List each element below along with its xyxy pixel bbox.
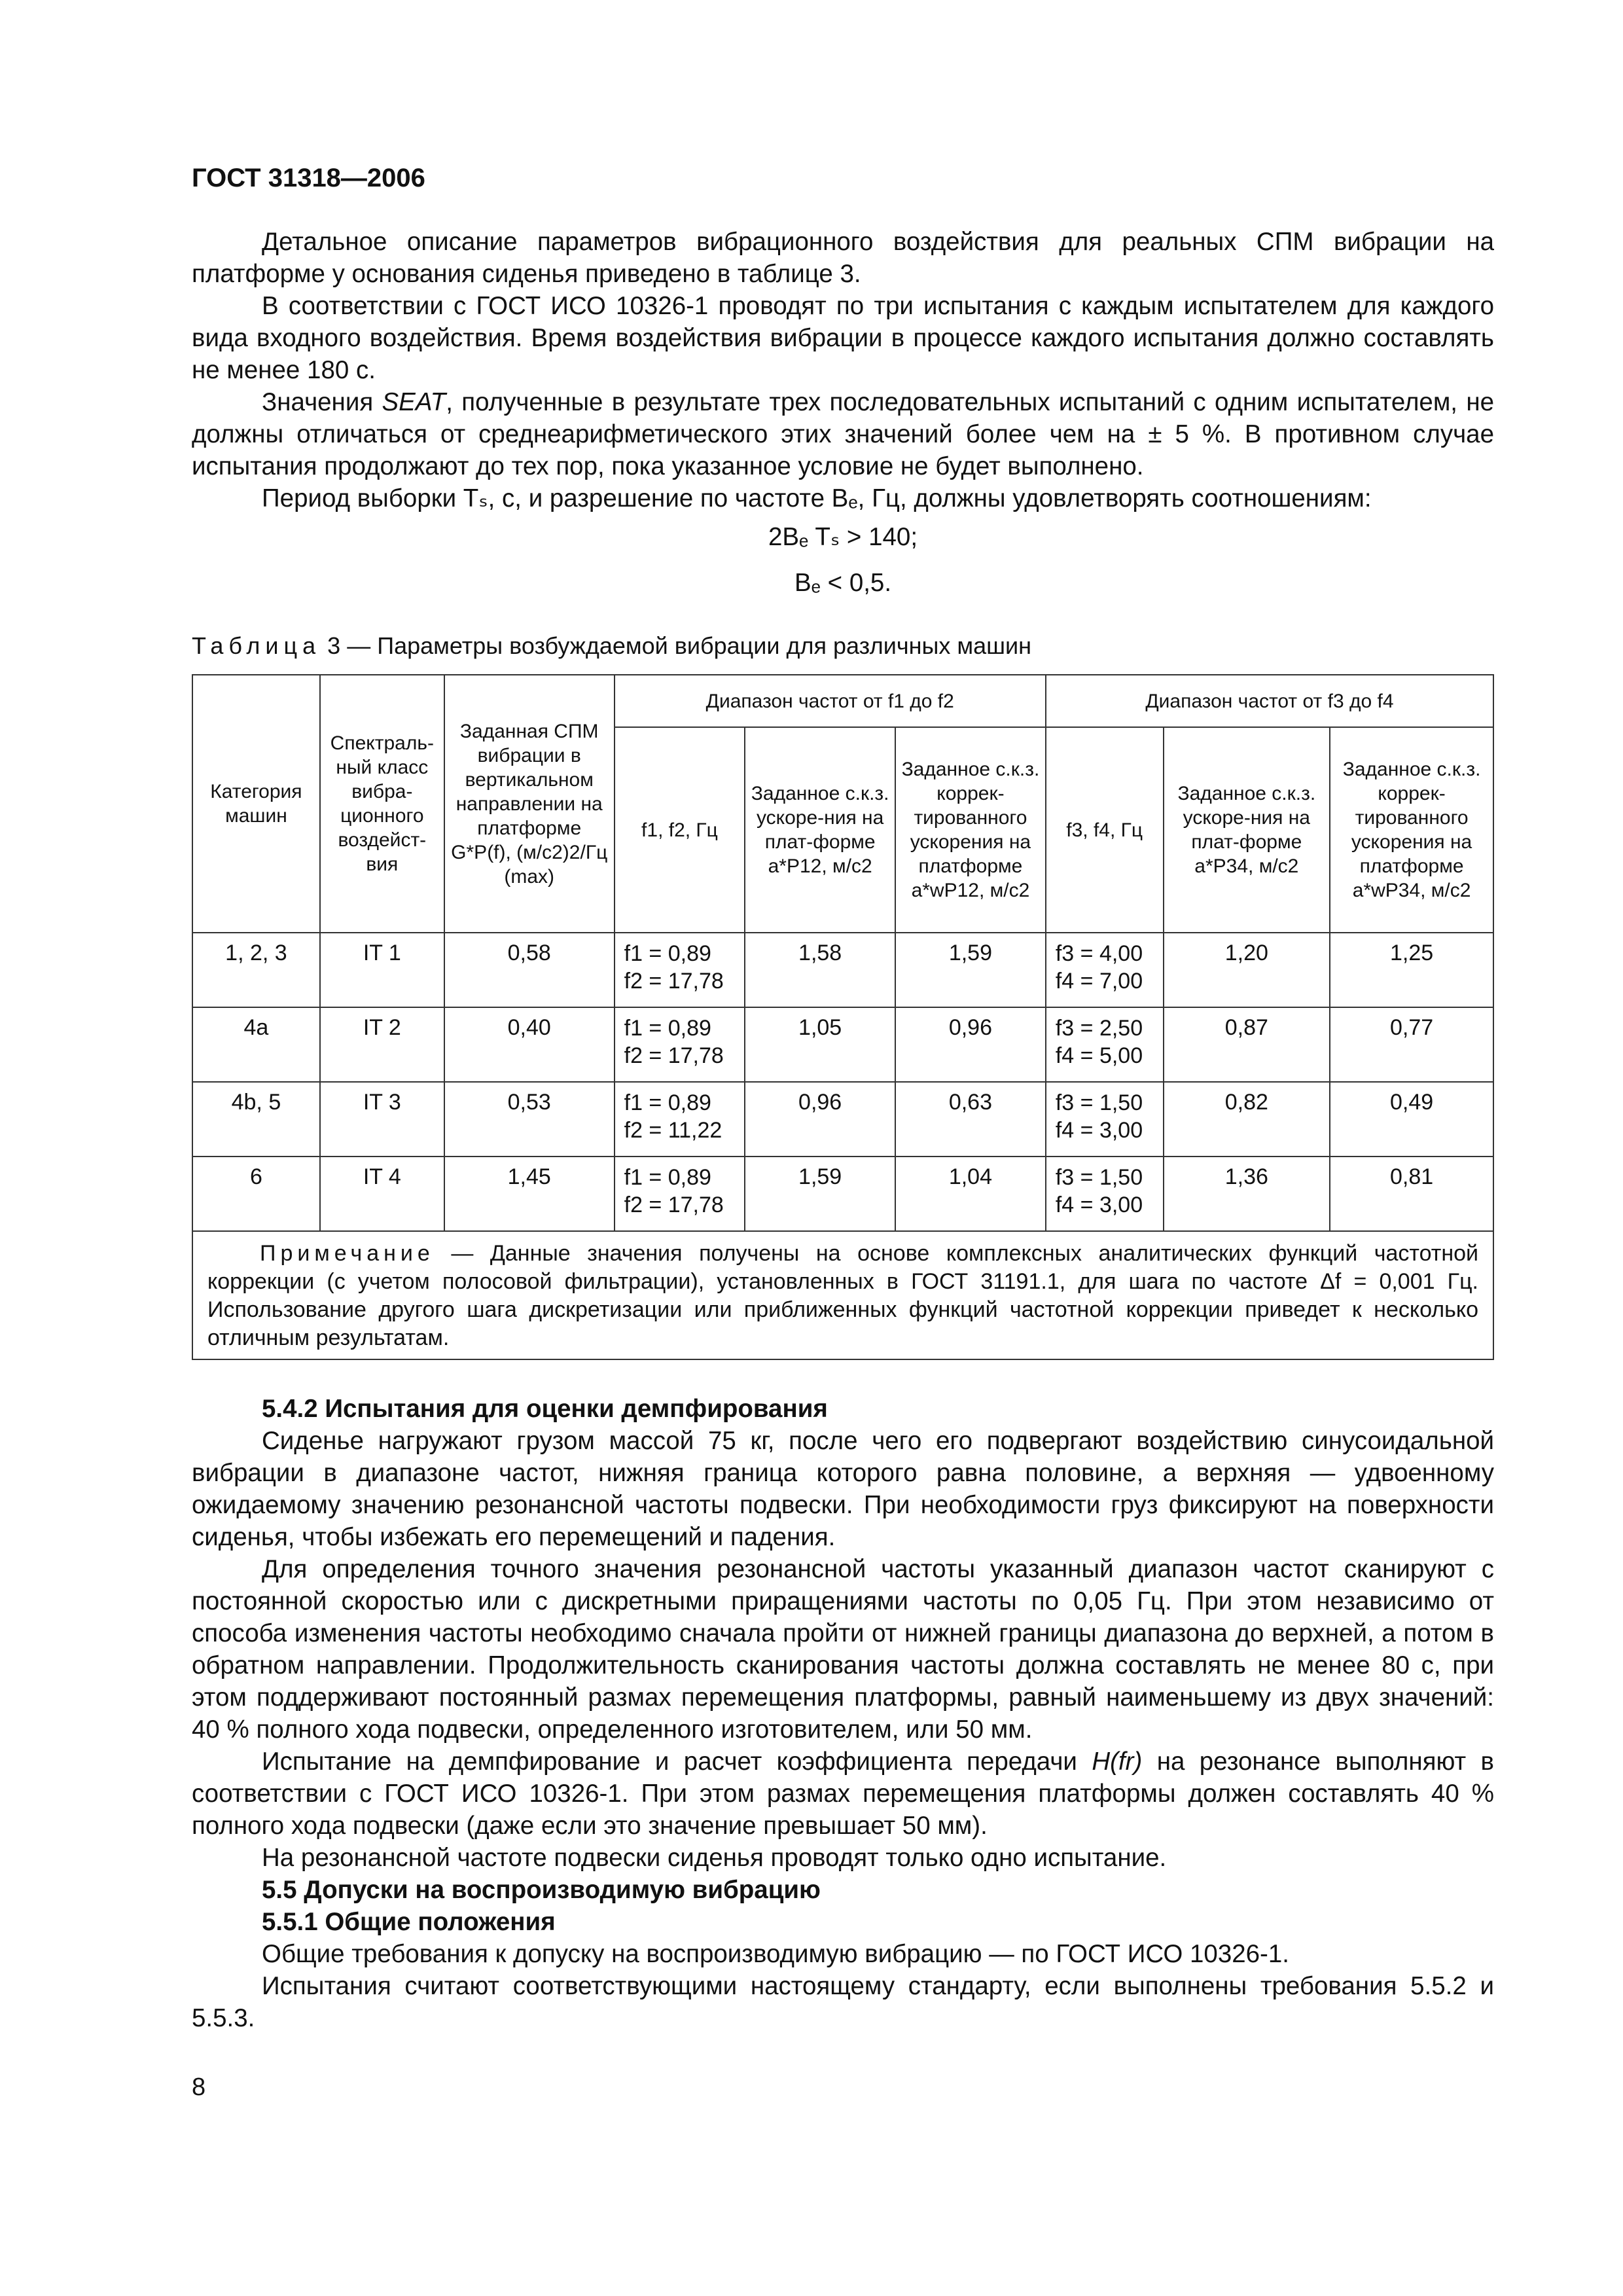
header-rms-p34: Заданное с.к.з. ускоре-ния на плат-форме a*P34, м/с2 [1164, 727, 1330, 933]
subsection-heading: 5.5.1 Общие положения [262, 1908, 556, 1936]
cell-f3-f4: f3 = 2,50 f4 = 5,00 [1046, 1007, 1164, 1082]
header-range-f1-f2: Диапазон частот от f1 до f2 [615, 675, 1046, 727]
intro-text [192, 226, 1494, 606]
header-range-f3-f4: Диапазон частот от f3 до f4 [1046, 675, 1493, 727]
paragraph: Детальное описание параметров вибрационного воздействия для реальных СПМ вибрации на платформе у основания сиденья приведено в таблице 3. [192, 228, 1494, 288]
section-5-4-2 [192, 1393, 1494, 2034]
table-caption: Таблица 3 — Параметры возбуждаемой вибрации для различных машин [192, 632, 1032, 659]
table-row [192, 1007, 1493, 1082]
cell-rms34: 0,87 [1164, 1007, 1330, 1082]
cell-class: IT 1 [320, 933, 444, 1007]
header-rms-p12: Заданное с.к.з. ускоре-ния на плат-форме a*P12, м/с2 [745, 727, 895, 933]
vibration-parameters-table [192, 674, 1494, 1360]
cell-psd: 0,53 [444, 1082, 615, 1157]
cell-wrms12: 0,63 [895, 1082, 1046, 1157]
paragraph: Испытания считают соответствующими настоящему стандарту, если выполнены требования 5.5.2 и 5.5.3. [192, 1972, 1494, 2032]
table-row [192, 1157, 1493, 1231]
cell-rms12: 1,59 [745, 1157, 895, 1231]
header-category: Категория машин [192, 675, 320, 933]
cell-wrms12: 1,04 [895, 1157, 1046, 1231]
cell-category: 4b, 5 [192, 1082, 320, 1157]
cell-wrms12: 1,59 [895, 933, 1046, 1007]
cell-category: 1, 2, 3 [192, 933, 320, 1007]
cell-class: IT 2 [320, 1007, 444, 1082]
table-row [192, 933, 1493, 1007]
cell-class: IT 4 [320, 1157, 444, 1231]
cell-class: IT 3 [320, 1082, 444, 1157]
header-spectral-class: Спектраль-ный класс вибра-ционного воздейст-вия [320, 675, 444, 933]
cell-rms34: 1,36 [1164, 1157, 1330, 1231]
cell-wrms34: 1,25 [1330, 933, 1493, 1007]
cell-psd: 0,40 [444, 1007, 615, 1082]
formula: Bₑ < 0,5. [794, 569, 892, 597]
formula: 2Bₑ Tₛ > 140; [768, 523, 918, 551]
header-wrms-p34: Заданное с.к.з. коррек-тированного ускорения на платформе a*wP34, м/с2 [1330, 727, 1493, 933]
table-row [192, 1082, 1493, 1157]
cell-category: 4a [192, 1007, 320, 1082]
cell-f1-f2: f1 = 0,89 f2 = 17,78 [615, 1157, 745, 1231]
cell-f3-f4: f3 = 1,50 f4 = 3,00 [1046, 1082, 1164, 1157]
paragraph: Период выборки Tₛ, с, и разрешение по частоте Bₑ, Гц, должны удовлетворять соотношениям: [262, 484, 1372, 512]
cell-rms12: 1,58 [745, 933, 895, 1007]
cell-rms34: 0,82 [1164, 1082, 1330, 1157]
cell-rms12: 1,05 [745, 1007, 895, 1082]
paragraph: Сиденье нагружают грузом массой 75 кг, после чего его подвергают воздействию синусоидальной вибрации в диапазоне частот, нижняя граница которого равна половине, а верхняя — удвоенному ожидаемому значению резонансной частоты подвески. При необходимости груз фиксируют на поверхности сиденья, чтобы избежать его перемещений и падения. [192, 1427, 1494, 1551]
cell-category: 6 [192, 1157, 320, 1231]
cell-wrms12: 0,96 [895, 1007, 1046, 1082]
table-note: Примечание — Данные значения получены на основе комплексных аналитических функций частотной коррекции (с учетом полосовой фильтрации), установленных в ГОСТ 31191.1, для шага по частоте Δf = 0,001 Гц. Использование другого шага дискретизации или приближенных функций частотной коррекции приведет к несколько отличным результатам. [192, 1231, 1493, 1359]
cell-psd: 1,45 [444, 1157, 615, 1231]
cell-wrms34: 0,49 [1330, 1082, 1493, 1157]
cell-wrms34: 0,81 [1330, 1157, 1493, 1231]
cell-psd: 0,58 [444, 933, 615, 1007]
paragraph: Для определения точного значения резонансной частоты указанный диапазон частот сканируют с постоянной скоростью или с дискретными приращениями частоты по 0,05 Гц. При этом независимо от способа изменения частоты необходимо сначала пройти от нижней границы диапазона до верхней, а потом в обратном направлении. Продолжительность сканирования частоты должна составлять не менее 80 с, при этом поддерживают постоянный размах перемещения платформы, равный наименьшему из двух значений: 40 % полного хода подвески, определенного изготовителем, или 50 мм. [192, 1555, 1494, 1744]
cell-f1-f2: f1 = 0,89 f2 = 17,78 [615, 1007, 745, 1082]
cell-f3-f4: f3 = 1,50 f4 = 3,00 [1046, 1157, 1164, 1231]
cell-rms12: 0,96 [745, 1082, 895, 1157]
paragraph: Значения SEAT, полученные в результате трех последовательных испытаний с одним испытателем, не должны отличаться от среднеарифметического этих значений более чем на ± 5 %. В противном случае испытания продолжают до тех пор, пока указанное условие не будет выполнено. [192, 388, 1494, 480]
header-f1-f2: f1, f2, Гц [615, 727, 745, 933]
cell-wrms34: 0,77 [1330, 1007, 1493, 1082]
document-id-header: ГОСТ 31318—2006 [192, 164, 425, 192]
header-psd: Заданная СПМ вибрации в вертикальном направлении на платформе G*P(f), (м/с2)2/Гц (max) [444, 675, 615, 933]
header-f3-f4: f3, f4, Гц [1046, 727, 1164, 933]
paragraph: Испытание на демпфирование и расчет коэффициента передачи H(fr) на резонансе выполняют в соответствии с ГОСТ ИСО 10326-1. При этом размах перемещения платформы должен составлять 40 % полного хода подвески (даже если это значение превышает 50 мм). [192, 1748, 1494, 1840]
cell-rms34: 1,20 [1164, 933, 1330, 1007]
section-heading: 5.5 Допуски на воспроизводимую вибрацию [262, 1876, 821, 1904]
page-number: 8 [192, 2073, 206, 2101]
cell-f3-f4: f3 = 4,00 f4 = 7,00 [1046, 933, 1164, 1007]
header-wrms-p12: Заданное с.к.з. коррек-тированного ускорения на платформе a*wP12, м/с2 [895, 727, 1046, 933]
section-heading: 5.4.2 Испытания для оценки демпфирования [262, 1395, 828, 1423]
cell-f1-f2: f1 = 0,89 f2 = 11,22 [615, 1082, 745, 1157]
paragraph: В соответствии с ГОСТ ИСО 10326-1 проводят по три испытания с каждым испытателем для каждого вида входного воздействия. Время воздействия вибрации в процессе каждого испытания должно составлять не менее 180 с. [192, 292, 1494, 384]
cell-f1-f2: f1 = 0,89 f2 = 17,78 [615, 933, 745, 1007]
paragraph: Общие требования к допуску на воспроизводимую вибрацию — по ГОСТ ИСО 10326-1. [262, 1940, 1289, 1968]
paragraph: На резонансной частоте подвески сиденья проводят только одно испытание. [262, 1844, 1167, 1872]
